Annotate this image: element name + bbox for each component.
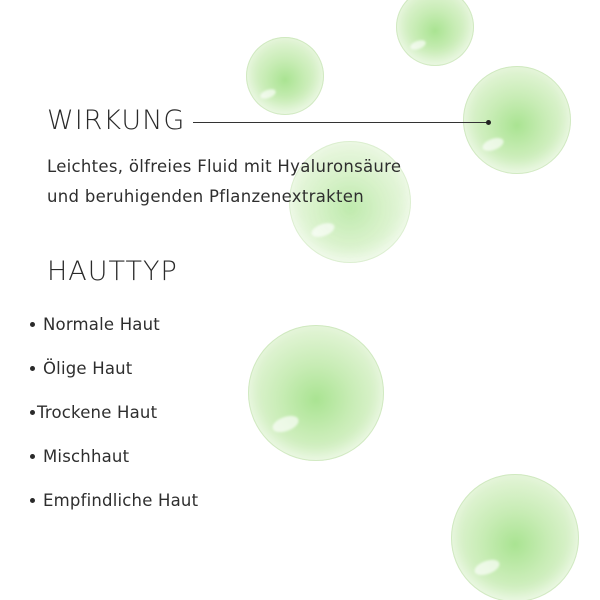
skin-type-label: Ölige Haut xyxy=(43,359,133,378)
skin-type-item xyxy=(30,442,198,486)
gel-droplet xyxy=(246,37,324,115)
gel-droplet xyxy=(463,66,571,174)
skin-type-item xyxy=(30,310,198,354)
skin-type-list xyxy=(30,310,198,530)
bullet-icon xyxy=(30,454,35,459)
callout-line xyxy=(193,122,488,123)
bullet-icon xyxy=(30,498,35,503)
wirkung-description xyxy=(47,152,447,212)
skin-type-label: Empfindliche Haut xyxy=(43,491,199,510)
skin-type-item xyxy=(30,486,198,530)
gel-droplet xyxy=(248,325,384,461)
skin-type-label: Normale Haut xyxy=(43,315,160,334)
description-line: und beruhigenden Pflanzenextrakten xyxy=(47,187,364,206)
skin-type-item xyxy=(30,354,198,398)
skin-type-label: Trockene Haut xyxy=(37,403,158,422)
description-line: Leichtes, ölfreies Fluid mit Hyaluronsäure xyxy=(47,157,402,176)
gel-droplet xyxy=(396,0,474,66)
bullet-icon xyxy=(30,410,35,415)
wirkung-heading: WIRKUNG xyxy=(47,105,186,136)
callout-dot xyxy=(486,120,491,125)
gel-droplet xyxy=(451,474,579,600)
bullet-icon xyxy=(30,322,35,327)
skin-type-item xyxy=(30,398,198,442)
bullet-icon xyxy=(30,366,35,371)
skin-type-label: Mischhaut xyxy=(43,447,130,466)
hauttyp-heading: HAUTTYP xyxy=(47,256,178,287)
